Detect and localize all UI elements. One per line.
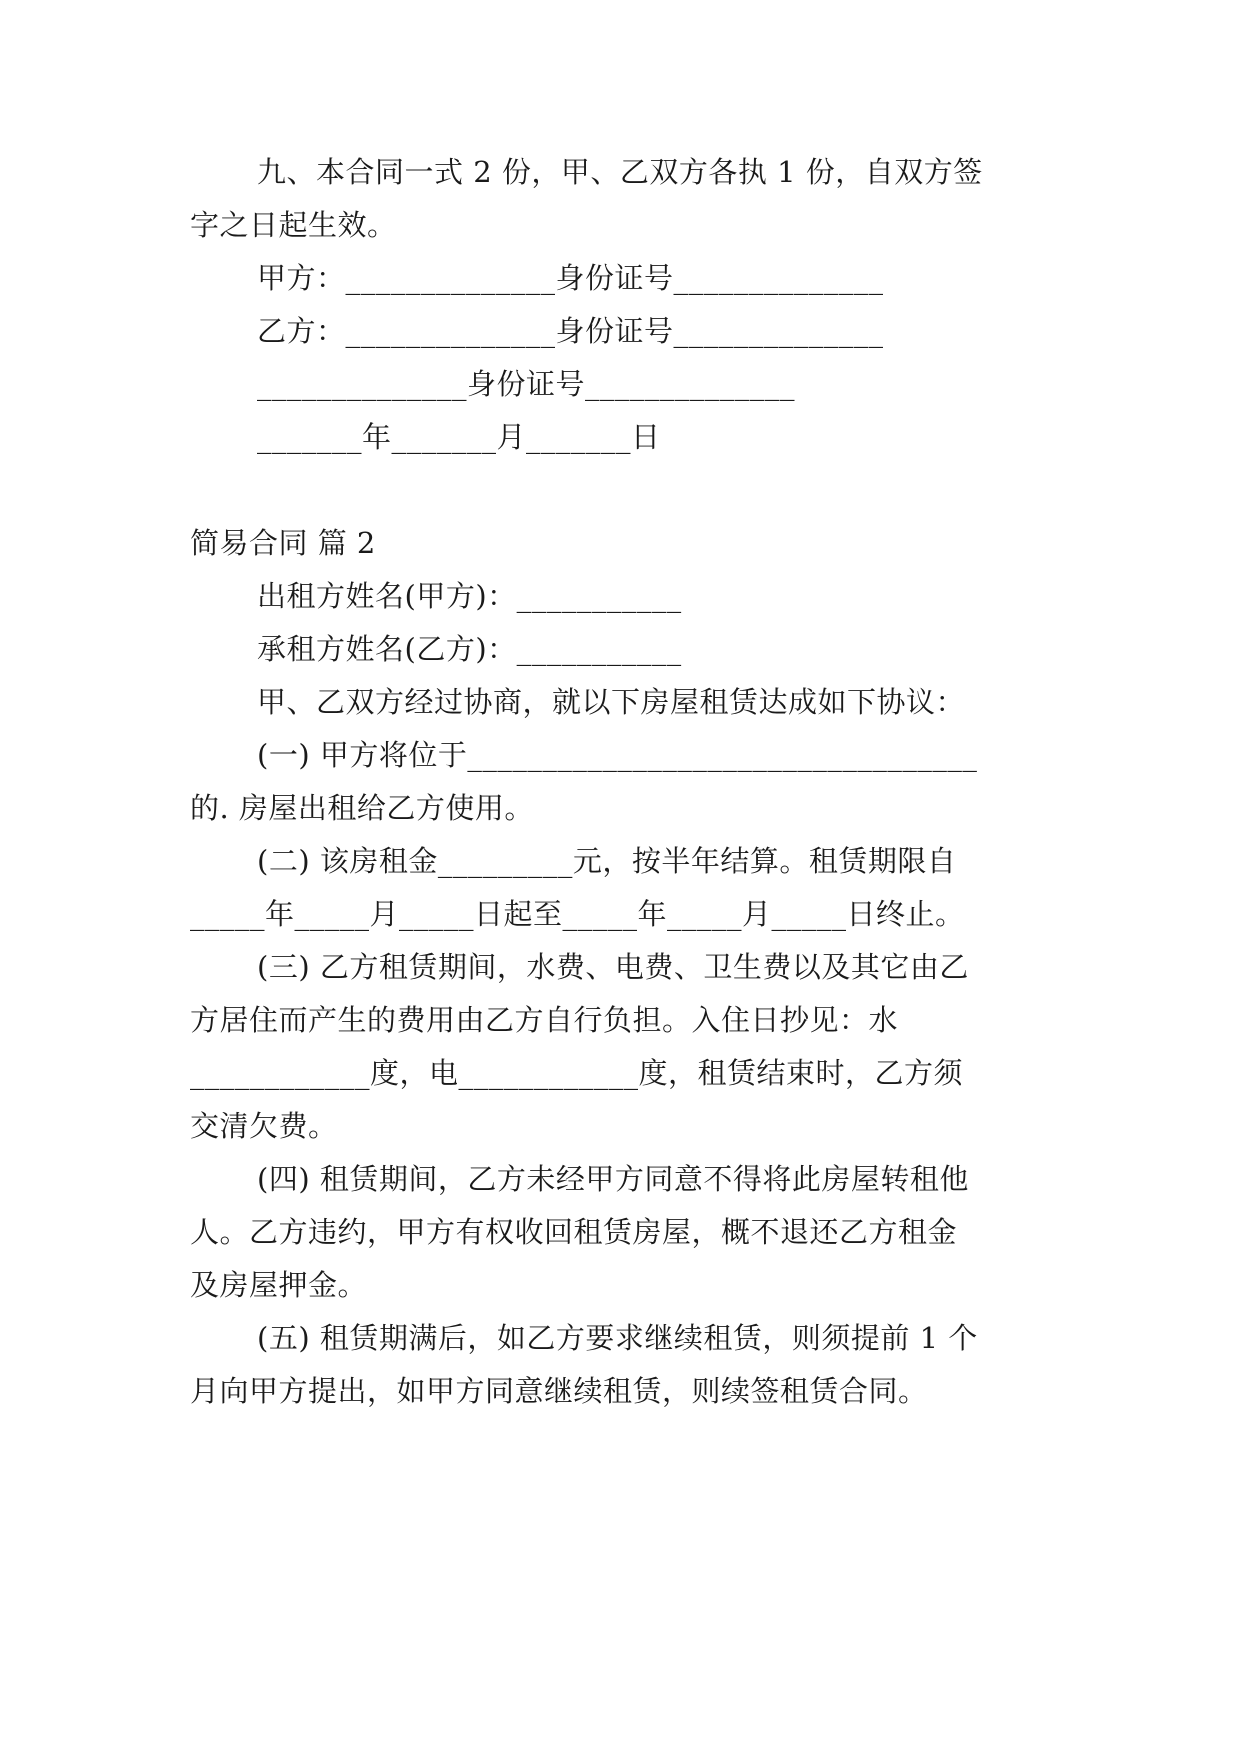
extra-signature-line: ______________身份证号______________ [257,367,796,401]
lessor-name-line: 出租方姓名(甲方)：___________ [257,579,682,613]
party-b-signature-line: 乙方：______________身份证号______________ [257,314,884,348]
clause-4-line-3: 及房屋押金。 [190,1268,368,1302]
clause-9-line-1: 九、本合同一式 2 份，甲、乙双方各执 1 份，自双方签 [257,155,983,189]
party-a-signature-line: 甲方：______________身份证号______________ [257,261,884,295]
clause-3-line-3: ____________度，电____________度，租赁结束时，乙方须 [190,1056,964,1090]
clause-4-line-2: 人。乙方违约，甲方有权收回租赁房屋，概不退还乙方租金 [190,1215,958,1249]
clause-3-line-4: 交清欠费。 [190,1109,338,1143]
clause-3-line-1: (三) 乙方租赁期间，水费、电费、卫生费以及其它由乙 [257,950,969,984]
section-title: 简易合同 篇 2 [190,526,376,560]
clause-1-line-2: 的. 房屋出租给乙方使用。 [190,791,534,825]
clause-5-line-1: (五) 租赁期满后，如乙方要求继续租赁，则须提前 1 个 [257,1321,978,1355]
date-line: _______年_______月_______日 [257,420,661,454]
clause-3-line-2: 方居住而产生的费用由乙方自行负担。入住日抄见：水 [190,1003,899,1037]
clause-9-line-2: 字之日起生效。 [190,208,397,242]
agreement-intro: 甲、乙双方经过协商，就以下房屋租赁达成如下协议： [257,685,966,719]
clause-2-line-1: (二) 该房租金_________元，按半年结算。租赁期限自 [257,844,957,878]
lessee-name-line: 承租方姓名(乙方)：___________ [257,632,682,666]
clause-1-line-1: (一) 甲方将位于__________________________________ [257,738,978,772]
clause-4-line-1: (四) 租赁期间，乙方未经甲方同意不得将此房屋转租他 [257,1162,969,1196]
clause-2-line-2: _____年_____月_____日起至_____年_____月_____日终止。 [190,897,965,931]
clause-5-line-2: 月向甲方提出，如甲方同意继续租赁，则续签租赁合同。 [190,1374,928,1408]
